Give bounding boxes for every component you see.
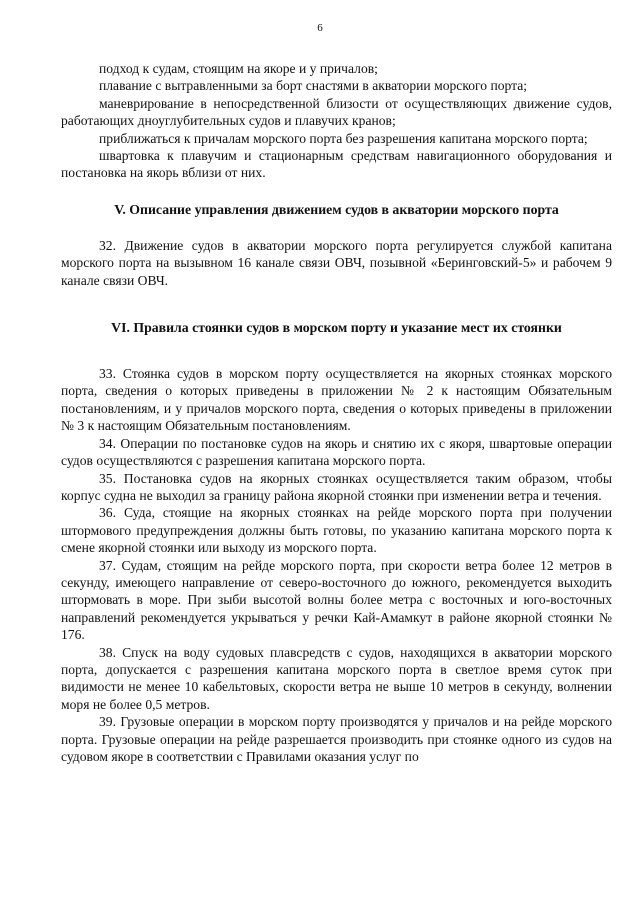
paragraph-34: 34. Операции по постановке судов на якорь и снятию их с якоря, швартовые операции судов осуществляются с разрешения капитана морского порта.: [61, 435, 612, 469]
restriction-list: [61, 60, 612, 182]
page-number: 6: [317, 22, 323, 34]
paragraph-35: 35. Постановка судов на якорных стоянках осуществляется таким образом, чтобы корпус судна не выходил за границу района якорной стоянки при изменении ветра и течения.: [61, 470, 612, 503]
paragraph-36: 36. Суда, стоящие на якорных стоянках на рейде морского порта при получении штормового предупреждения должны быть готовы, по указанию капитана морского порта к смене якорной стоянки или выходу из морского порта.: [61, 505, 612, 556]
list-item: швартовка к плавучим и стационарным средствам навигационного оборудования и постановка на якорь вблизи от них.: [61, 148, 612, 181]
paragraph-38: 38. Спуск на воду судовых плавсредств с судов, находящихся в акватории морского порта, допускается с разрешения капитана морского порта в светлое время суток при видимости не менее 10 кабельтовых, скорости ветра не выше 10 метров в секунду, волнении моря не более 0,5 метров.: [61, 644, 612, 712]
paragraph-33: 33. Стоянка судов в морском порту осуществляется на якорных стоянках морского порта, сведения о которых приведены в приложении № 2 к настоящим Обязательным постановлениям, и у причалов морского порта, сведения о которых приведены в приложении № 3 к настоящим Обязательным постановлениям.: [61, 366, 612, 434]
paragraph-32: 32. Движение судов в акватории морского порта регулируется службой капитана морского порта на вызывном 16 канале связи ОВЧ, позывной «Беринговский-5» и рабочем 9 канале связи ОВЧ.: [61, 237, 612, 288]
list-item: маневрирование в непосредственной близости от осуществляющих движение судов, работающих дноуглубительных судов и плавучих кранов;: [61, 95, 612, 129]
list-item: приближаться к причалам морского порта без разрешения капитана морского порта;: [99, 130, 588, 146]
list-item: плавание с вытравленными за борт снастями в акватории морского порта;: [99, 78, 528, 94]
paragraph-37: 37. Судам, стоящим на рейде морского порта, при скорости ветра более 12 метров в секунду, имеющего направление от северо-восточного до южного, рекомендуется выходить штормовать в море. При зыби высотой волны более метра с восточных и юго-восточных направлений рекомендуется укрываться у речки Кай-Амамкут в районе якорной стоянки № 176.: [61, 557, 612, 643]
paragraph-39: 39. Грузовые операции в морском порту производятся у причалов и на рейде морского порта. Грузовые операции на рейде разрешается производить при стоянке одного из судов на судовом якоре в соответствии с Правилами оказания услуг по: [61, 714, 612, 764]
section-5-heading: V. Описание управления движением судов в акватории морского порта: [114, 201, 559, 217]
section-6-heading: VI. Правила стоянки судов в морском порту и указание мест их стоянки: [111, 320, 562, 336]
list-item: подход к судам, стоящим на якоре и у причалов;: [99, 61, 378, 76]
document-body: [61, 60, 612, 765]
